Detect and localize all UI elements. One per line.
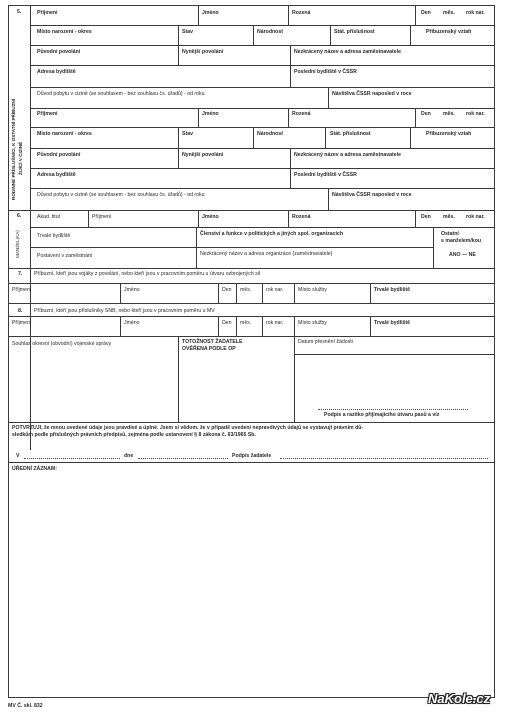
- s6-r3-zamestnavatel: Nezkrácený název a adresa organizace (zaměstnavatele): [200, 251, 333, 257]
- s5-r7-narodnost: Národnost: [257, 131, 283, 137]
- datum-label: Datum přesnění žádosti: [298, 339, 353, 345]
- s7-trvale: Trvalé bydliště: [374, 287, 411, 293]
- v-label: V: [16, 453, 20, 459]
- potvrzuji-text-1: že mnou uvedené údaje jsou pravdivé a úplné. Jsem si vědom, že v případě uvedení nepravdivých údajů se vystavuji právním dů-: [42, 425, 364, 431]
- uredni-zaznam-label: ÚŘEDNÍ ZÁZNAM:: [12, 466, 57, 472]
- s8-prijmeni: Příjmení: [12, 320, 32, 326]
- potvrzuji-lead: POTVRZUJI,: [12, 425, 43, 431]
- frame-bottom: [8, 697, 495, 698]
- s5-r7-stat: Stát. příslušnost: [330, 131, 371, 137]
- s7-mes: měs.: [240, 287, 252, 293]
- s5-r1-prijmeni: Příjmení: [37, 10, 58, 16]
- s5-r10-duvod: Důvod pobytu v cizině (se souhlasem - bez souhlasu čs. úřadů) - od roku: [37, 192, 205, 198]
- s5-r6-den: Den: [421, 111, 431, 117]
- podpis-razitko-label: Podpis a razítko přijímajícího útvaru pasů a víz: [324, 412, 440, 418]
- section-8-text: Příbuzní, kteří jsou příslušníky SNB, nebo kteří jsou v pracovním poměru u MV: [34, 308, 215, 314]
- s5-r2-misto: Místo narození - okres: [37, 29, 92, 35]
- s5-r6-rozena: Rozená: [292, 111, 311, 117]
- s6-r3-postaveni: Postavení v zaměstnání: [37, 253, 93, 259]
- souhlas-label: Souhlas okresní (obvodní) vojenské správy: [12, 341, 112, 347]
- podpis-zadatele-label: Podpis žadatele: [232, 453, 272, 459]
- s7-jmeno: Jméno: [124, 287, 140, 293]
- totoznost-line-2: OVĚŘENA PODLE OP: [182, 346, 236, 352]
- frame-top: [8, 5, 495, 6]
- s8-trvale: Trvalé bydliště: [374, 320, 411, 326]
- watermark-logo: NaKole.cz: [428, 691, 491, 706]
- s5-r3-nynejsi: Nynější povolání: [182, 49, 224, 55]
- s5-r9-adresa: Adresa bydliště: [37, 172, 76, 178]
- form-code: MV Č. skl. 832: [8, 703, 43, 709]
- s5-r7-stav: Stav: [182, 131, 193, 137]
- s5-r1-mes: měs.: [443, 10, 455, 16]
- s6-r2-trvale: Trvalé bydliště: [37, 233, 71, 239]
- s8-jmeno: Jméno: [124, 320, 140, 326]
- s5-r8-nynejsi: Nynější povolání: [182, 152, 224, 158]
- s5-r2-vztah: Příbuzenský vztah: [426, 29, 472, 35]
- section-7-number: 7.: [18, 271, 23, 277]
- s5-r1-den: Den: [421, 10, 431, 16]
- souhlas-bottom: [8, 422, 495, 423]
- potvrzuji-text: [12, 425, 490, 439]
- dne-label: dne: [124, 453, 134, 459]
- s6-ano-ne: ANO — NE: [449, 252, 476, 258]
- s5-r4-adresa: Adresa bydliště: [37, 69, 76, 75]
- s5-r2-stat: Stát. příslušnost: [334, 29, 375, 35]
- section-7-bottom: [8, 303, 495, 304]
- section-6-number: 6.: [17, 213, 22, 219]
- s8-misto: Místo služby: [298, 320, 327, 326]
- s8-mes: měs.: [240, 320, 252, 326]
- s5-r4-posledni: Poslední bydliště v ČSSR: [294, 69, 357, 75]
- s5-r1-rozena: Rozená: [292, 10, 311, 16]
- s5-r2-stav: Stav: [182, 29, 193, 35]
- s5-r7-vztah: Příbuzenský vztah: [426, 131, 472, 137]
- s6-r1-mes: měs.: [443, 214, 455, 220]
- s6-r2-ostatni: Ostatní: [441, 231, 459, 237]
- s6-r1-jmeno: Jméno: [202, 214, 219, 220]
- s5-r1-rok: rok nar.: [466, 10, 485, 16]
- frame-left: [8, 5, 9, 698]
- s5-r8-zamestnavatel: Nezkrácený název a adresa zaměstnavatele: [294, 152, 401, 158]
- potvrzuji-bottom: [8, 462, 495, 463]
- s7-prijmeni: Příjmení: [12, 287, 32, 293]
- s6-r1-rok: rok nar.: [466, 214, 485, 220]
- s5-r3-zamestnavatel: Nezkrácený název a adresa zaměstnavatele: [294, 49, 401, 55]
- s7-den: Den: [222, 287, 232, 293]
- totoznost-line-1: TOTOŽNOST ŽADATELE: [182, 339, 243, 345]
- potvrzuji-text-2: sledkům podle příslušných právních předpisů, zejména podle ustanovení § 8 zákona č. 63/1965 Sb.: [12, 432, 256, 438]
- section-7-text: Příbuzní, kteří jsou vojáky z povolání, nebo kteří jsou v pracovním poměru u útvaru ozbrojených sil: [34, 271, 261, 277]
- s5-r6-mes: měs.: [443, 111, 455, 117]
- s8-rok: rok nar.: [266, 320, 284, 326]
- s7-misto: Místo služby: [298, 287, 327, 293]
- s5-r6-prijmeni: Příjmení: [37, 111, 58, 117]
- section-8-bottom: [8, 336, 495, 337]
- section-6-bottom: [8, 268, 495, 269]
- section-8-number: 8.: [18, 308, 23, 314]
- s6-r1-titul: Akad. titul: [37, 214, 60, 220]
- s5-r8-povolani: Původní povolání: [37, 152, 81, 158]
- section-6-side-label: MANŽEL(KA): [15, 230, 20, 258]
- s5-r7-misto: Místo narození - okres: [37, 131, 92, 137]
- section-5-side-label-1: RODINNÉ PŘÍSLUŠNÍCI, K OSTATNÍ PŘÍBUZNÍ: [11, 98, 16, 200]
- section-5-side-label-2: ŽIJÍCÍ V CIZINĚ: [18, 141, 23, 175]
- section-5-bottom: [8, 210, 495, 211]
- s5-r10-navsteva: Návštěva ČSSR naposled v roce: [332, 192, 412, 198]
- s6-r1-prijmeni: Příjmení: [92, 214, 112, 220]
- s6-r2-s-manzelem: s manželem/kou: [441, 238, 482, 244]
- s5-r6-jmeno: Jméno: [202, 111, 219, 117]
- s6-r1-rozena: Rozená: [292, 214, 311, 220]
- s6-r2-clenstvi: Členství a funkce v politických a jiných spol. organizacích: [200, 231, 343, 237]
- s5-r9-posledni: Poslední bydliště v ČSSR: [294, 172, 357, 178]
- section-5-number: 5.: [17, 9, 22, 15]
- s5-r5-navsteva: Návštěva ČSSR naposled v roce: [332, 91, 412, 97]
- s5-r2-narodnost: Národnost: [257, 29, 283, 35]
- s8-den: Den: [222, 320, 232, 326]
- s5-r3-povolani: Původní povolání: [37, 49, 81, 55]
- s7-rok: rok nar.: [266, 287, 284, 293]
- s5-r5-duvod: Důvod pobytu v cizině (se souhlasem - bez souhlasu čs. úřadů) - od roku: [37, 91, 205, 97]
- s5-r1-jmeno: Jméno: [202, 10, 219, 16]
- s6-r1-den: Den: [421, 214, 431, 220]
- s5-r6-rok: rok nar.: [466, 111, 485, 117]
